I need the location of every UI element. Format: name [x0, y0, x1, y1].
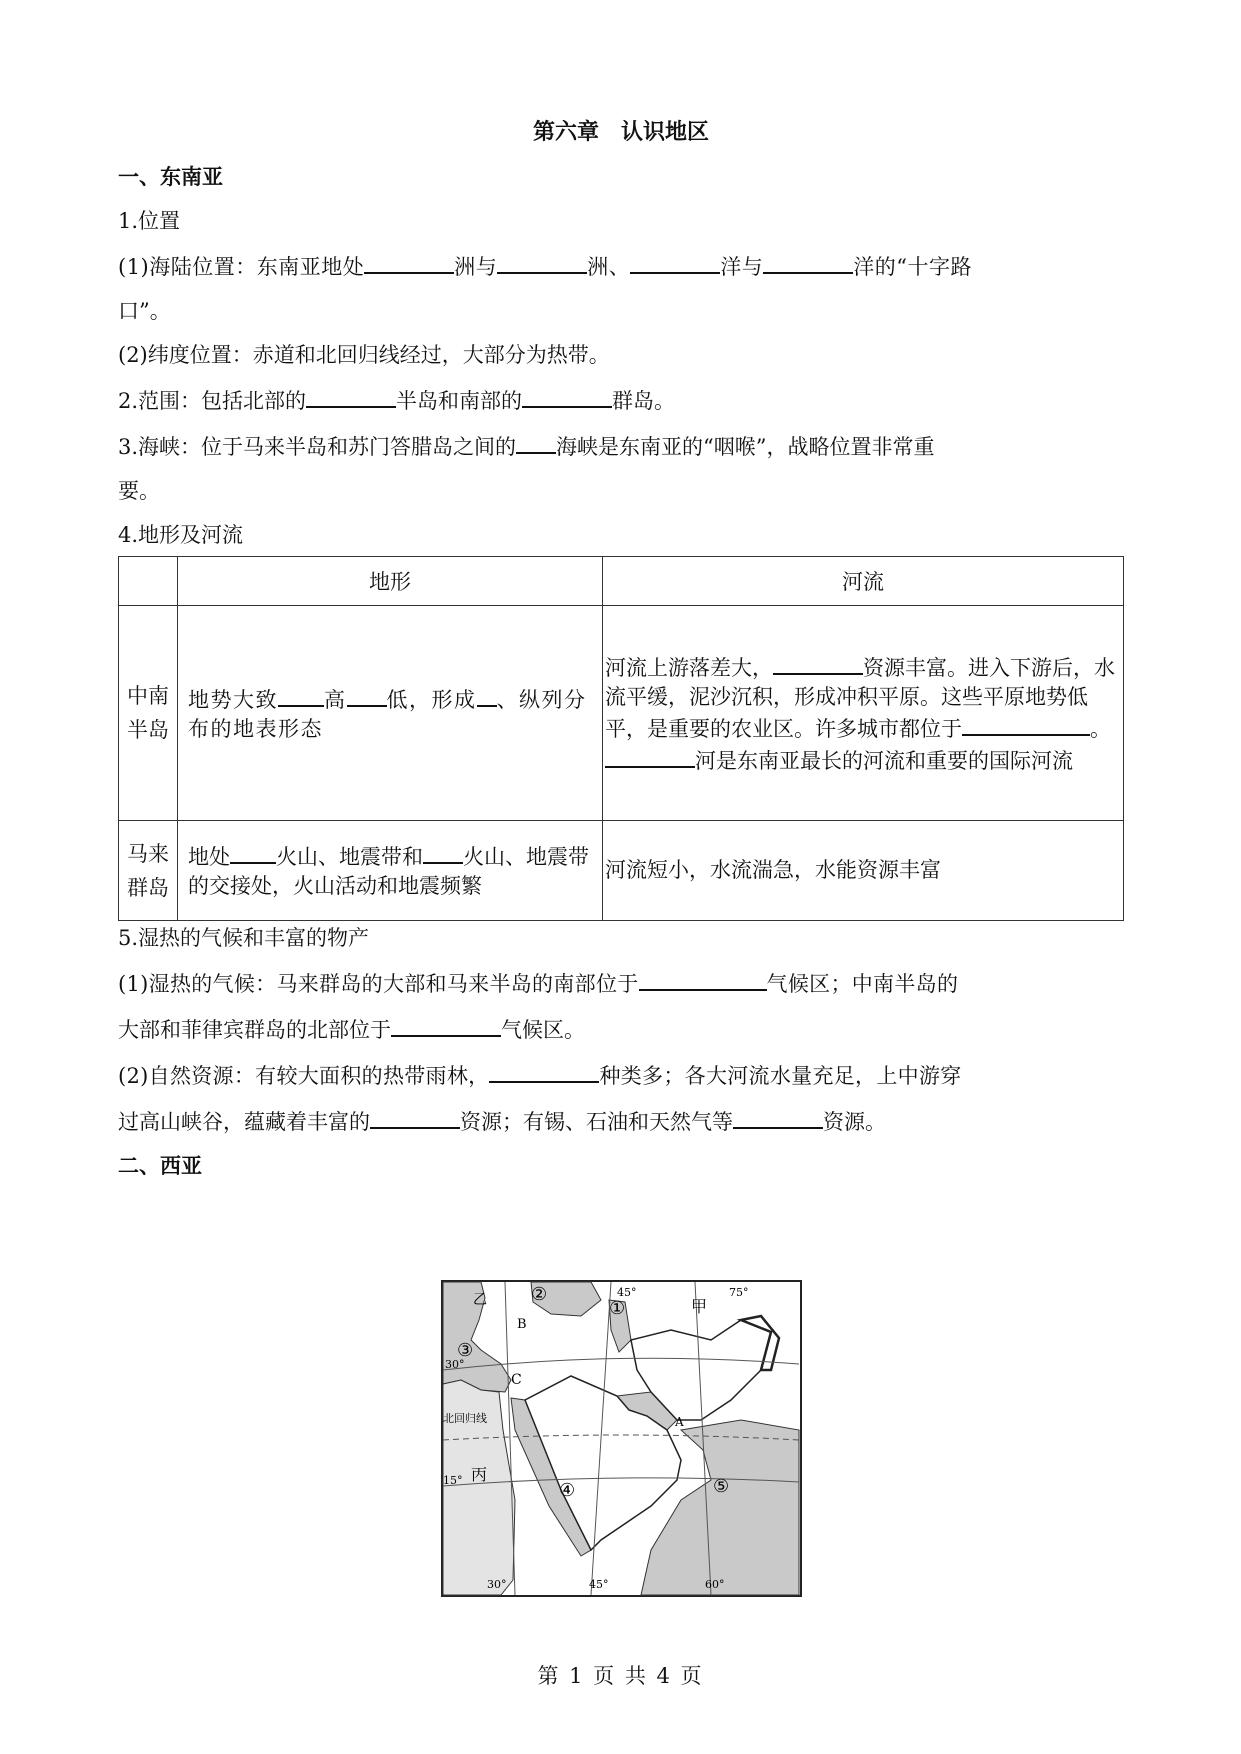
answer-blank[interactable] [763, 250, 853, 274]
map-label-bing: 丙 [471, 1465, 488, 1484]
map-label-lat-15: 15° [443, 1474, 463, 1487]
terrain-cell-malay [178, 821, 603, 921]
item-strait-cont: 要。 [118, 479, 160, 503]
answer-blank[interactable] [962, 712, 1090, 736]
table-row [119, 821, 1124, 921]
item-resources [118, 1059, 1124, 1091]
item-strait [118, 430, 1124, 462]
answer-blank[interactable] [370, 1105, 460, 1129]
text: 洲、 [587, 255, 631, 279]
page-footer: 第 1 页 共 4 页 [537, 1664, 704, 1688]
text: 洋与 [720, 255, 764, 279]
text: 地势大致 [188, 687, 278, 712]
answer-blank[interactable] [364, 250, 454, 274]
map-label-yi: 乙 [473, 1292, 487, 1308]
item-sea-land-position-cont: 口”。 [118, 299, 171, 323]
text: 河是东南亚最长的河流和重要的国际河流 [695, 748, 1073, 773]
table-row [119, 606, 1124, 821]
map-label-4: ④ [559, 1480, 576, 1501]
text: 气候区。 [501, 1018, 585, 1042]
text: 地处 [188, 845, 230, 869]
text: 2.范围：包括北部的 [118, 389, 307, 413]
terrain-cell-indochina [178, 606, 603, 821]
text: 洲与 [454, 255, 498, 279]
text: (1)湿热的气候：马来群岛的大部和马来半岛的南部位于 [118, 972, 639, 996]
text: 河流上游落差大， [605, 655, 773, 680]
answer-blank[interactable] [773, 651, 863, 675]
worksheet-content [118, 118, 1124, 1195]
item-climate-cont [118, 1013, 1124, 1045]
answer-blank[interactable] [605, 744, 695, 768]
text: 高 [324, 687, 347, 712]
text: 。 [1090, 716, 1111, 741]
answer-blank[interactable] [230, 840, 276, 864]
text: 种类多；各大河流水量充足，上中游穿 [599, 1064, 962, 1088]
answer-blank[interactable] [423, 840, 463, 864]
table-corner-cell [119, 557, 178, 606]
item-latitude-position: (2)纬度位置：赤道和北回归线经过，大部分为热带。 [118, 343, 610, 367]
answer-blank[interactable] [733, 1105, 823, 1129]
text: 大部和菲律宾群岛的北部位于 [118, 1018, 391, 1042]
item-location-label: 1.位置 [118, 209, 181, 233]
answer-blank[interactable] [516, 430, 556, 454]
answer-blank[interactable] [306, 384, 396, 408]
map-label-lon-30: 30° [487, 1578, 507, 1591]
text: 气候区；中南半岛的 [766, 972, 959, 996]
text: (2)自然资源：有较大面积的热带雨林， [118, 1064, 490, 1088]
text: 资源丰富。进入下游后，水流平缓，泥沙沉积，形成冲积平原。这些平原地势低平，是重要的农业区。许多城市都位于 [605, 655, 1115, 741]
map-label-2: ② [531, 1284, 548, 1305]
map-label-B: B [517, 1317, 527, 1332]
section-heading-southeast-asia: 一、东南亚 [118, 165, 223, 189]
text: (1)海陆位置：东南亚地处 [118, 255, 365, 279]
answer-blank[interactable] [630, 250, 720, 274]
row-head-indochina [119, 606, 178, 821]
map-label-1: ① [609, 1298, 626, 1319]
river-cell-malay: 河流短小，水流湍急，水能资源丰富 [603, 821, 1124, 921]
item-resources-cont [118, 1105, 1124, 1137]
table-header-river: 河流 [603, 557, 1124, 606]
answer-blank[interactable] [347, 683, 387, 707]
map-label-5: ⑤ [713, 1476, 730, 1497]
text: 海峡是东南亚的“咽喉”，战略位置非常重 [556, 435, 935, 459]
answer-blank[interactable] [278, 683, 324, 707]
map-label-jia: 甲 [691, 1297, 708, 1316]
answer-blank[interactable] [477, 683, 497, 707]
row-head-text: 马来群岛 [127, 841, 169, 900]
text: 火山、地震带和 [276, 845, 423, 869]
map-label-lon-45-top: 45° [617, 1286, 637, 1299]
item-range [118, 384, 1124, 416]
map-svg [441, 1280, 802, 1597]
terrain-river-table [118, 556, 1124, 921]
text: 洋的“十字路 [853, 255, 972, 279]
table-header-row [119, 557, 1124, 606]
table-header-terrain: 地形 [178, 557, 603, 606]
answer-blank[interactable] [639, 967, 767, 991]
answer-blank[interactable] [497, 250, 587, 274]
answer-blank[interactable] [391, 1013, 501, 1037]
section-heading-west-asia: 二、西亚 [118, 1154, 202, 1178]
text: 过高山峡谷，蕴藏着丰富的 [118, 1110, 370, 1134]
item-climate [118, 967, 1124, 999]
text: 、纵列分布的地表形态 [188, 687, 587, 741]
text: 半岛和南部的 [396, 389, 523, 413]
item-sea-land-position [118, 250, 1124, 282]
map-label-C: C [511, 1372, 522, 1388]
item-terrain-rivers-label: 4.地形及河流 [118, 523, 244, 547]
map-label-lon-75: 75° [729, 1286, 749, 1299]
map-label-lon-45: 45° [589, 1578, 609, 1591]
row-head-malay-archipelago [119, 821, 178, 921]
text: 3.海峡：位于马来半岛和苏门答腊岛之间的 [118, 435, 517, 459]
map-label-lon-60: 60° [705, 1578, 725, 1591]
text: 资源。 [823, 1110, 886, 1134]
text: 火山、地震带的交接处，火山活动和地震频繁 [188, 845, 589, 898]
answer-blank[interactable] [489, 1059, 599, 1083]
answer-blank[interactable] [522, 384, 612, 408]
map-label-A: A [675, 1415, 684, 1429]
chapter-title: 第六章 认识地区 [532, 120, 709, 145]
item-climate-label: 5.湿热的气候和丰富的物产 [118, 926, 370, 950]
map-label-lat-30: 30° [445, 1358, 465, 1371]
map-label-3: ③ [457, 1340, 474, 1361]
west-asia-map [441, 1280, 802, 1597]
text: 低，形成 [386, 687, 477, 712]
text: 资源；有锡、石油和天然气等 [460, 1110, 733, 1134]
map-label-tropic: 北回归线 [443, 1412, 487, 1425]
row-head-text: 中南半岛 [127, 684, 169, 742]
text: 群岛。 [612, 389, 676, 413]
river-cell-indochina [603, 606, 1124, 821]
